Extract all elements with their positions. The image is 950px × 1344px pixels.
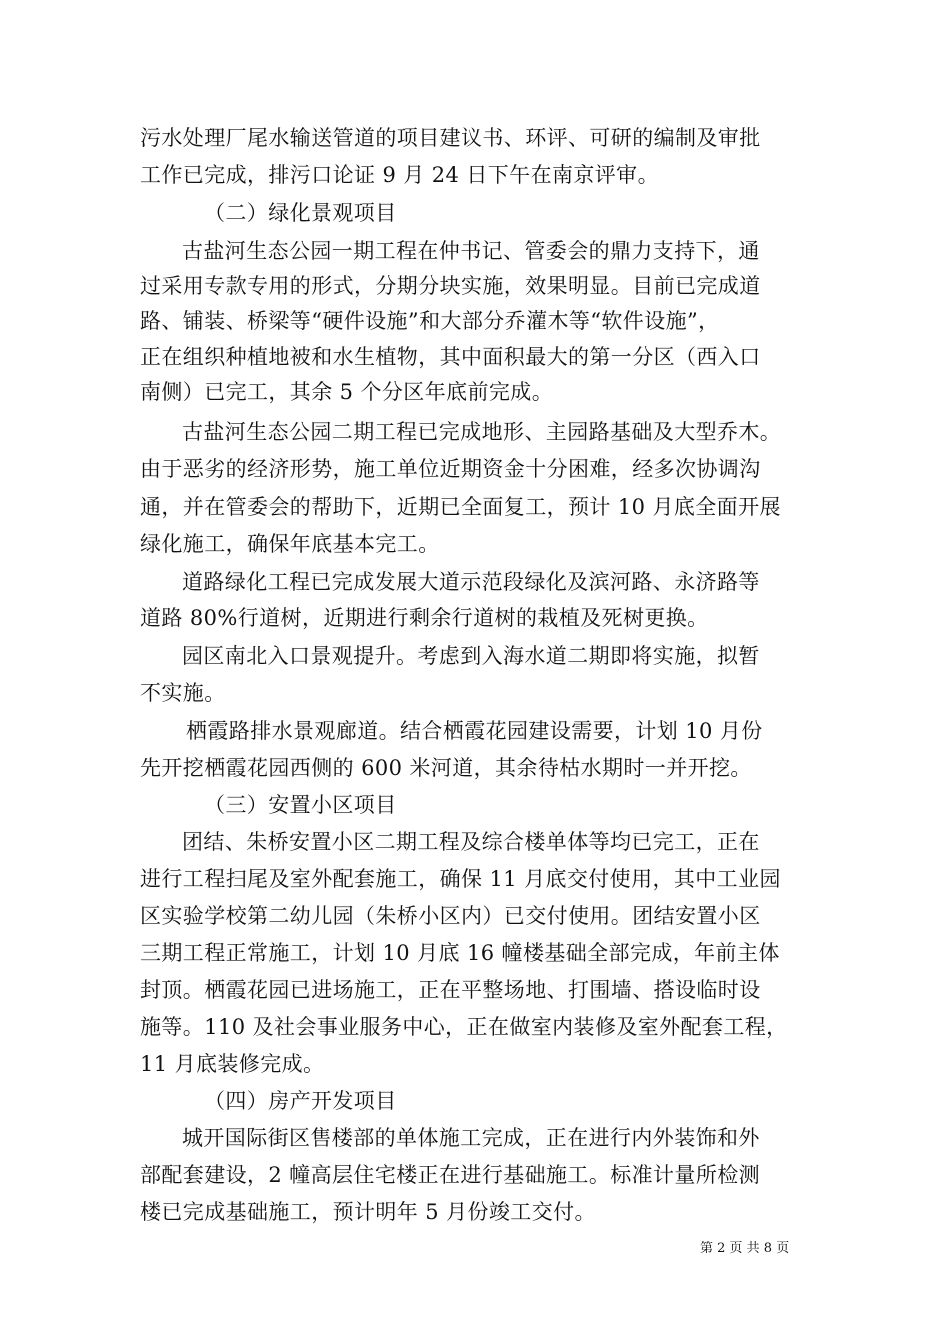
- body-line: 通，并在管委会的帮助下，近期已全面复工，预计 10 月底全面开展: [140, 495, 781, 519]
- body-line: 古盐河生态公园一期工程在仲书记、管委会的鼎力支持下，通: [182, 239, 760, 263]
- body-line: 区实验学校第二幼儿园（朱桥小区内）已交付使用。团结安置小区: [140, 904, 761, 928]
- body-line: 进行工程扫尾及室外配套施工，确保 11 月底交付使用，其中工业园: [140, 867, 781, 891]
- body-line: 污水处理厂尾水输送管道的项目建议书、环评、可研的编制及审批: [140, 126, 761, 150]
- body-line: 封顶。栖霞花园已进场施工，正在平整场地、打围墙、搭设临时设: [140, 978, 761, 1002]
- body-line: 由于恶劣的经济形势，施工单位近期资金十分困难，经多次协调沟: [140, 457, 761, 481]
- body-line: 团结、朱桥安置小区二期工程及综合楼单体等均已完工，正在: [182, 830, 760, 854]
- page-number: 第 2 页 共 8 页: [700, 1241, 790, 1256]
- body-line: 路、铺装、桥梁等“硬件设施”和大部分乔灌木等“软件设施”，: [140, 309, 720, 333]
- section-heading: （二）绿化景观项目: [204, 201, 397, 225]
- body-line: 南侧）已完工，其余 5 个分区年底前完成。: [140, 380, 554, 404]
- body-line: 城开国际街区售楼部的单体施工完成，正在进行内外装饰和外: [182, 1126, 760, 1150]
- body-line: 楼已完成基础施工，预计明年 5 月份竣工交付。: [140, 1200, 596, 1224]
- section-heading: （三）安置小区项目: [204, 793, 397, 817]
- body-line: 栖霞路排水景观廊道。结合栖霞花园建设需要，计划 10 月份: [186, 719, 763, 743]
- body-line: 11 月底装修完成。: [140, 1052, 325, 1076]
- body-line: 正在组织种植地被和水生植物，其中面积最大的第一分区（西入口: [140, 345, 761, 369]
- body-line: 三期工程正常施工，计划 10 月底 16 幢楼基础全部完成，年前主体: [140, 941, 780, 965]
- body-line: 工作已完成，排污口论证 9 月 24 日下午在南京评审。: [140, 163, 659, 187]
- body-line: 部配套建设，2 幢高层住宅楼正在进行基础施工。标准计量所检测: [140, 1163, 761, 1187]
- body-line: 园区南北入口景观提升。考虑到入海水道二期即将实施，拟暂: [182, 644, 760, 668]
- body-line: 过采用专款专用的形式，分期分块实施，效果明显。目前已完成道: [140, 274, 761, 298]
- body-line: 道路 80%行道树，近期进行剩余行道树的栽植及死树更换。: [140, 606, 709, 630]
- body-line: 古盐河生态公园二期工程已完成地形、主园路基础及大型乔木。: [182, 420, 782, 444]
- body-line: 道路绿化工程已完成发展大道示范段绿化及滨河路、永济路等: [182, 570, 760, 594]
- body-line: 施等。110 及社会事业服务中心，正在做室内装修及室外配套工程，: [140, 1015, 788, 1039]
- section-heading: （四）房产开发项目: [204, 1089, 397, 1113]
- body-line: 不实施。: [140, 681, 226, 705]
- body-line: 先开挖栖霞花园西侧的 600 米河道，其余待枯水期时一并开挖。: [140, 756, 752, 780]
- body-line: 绿化施工，确保年底基本完工。: [140, 532, 440, 556]
